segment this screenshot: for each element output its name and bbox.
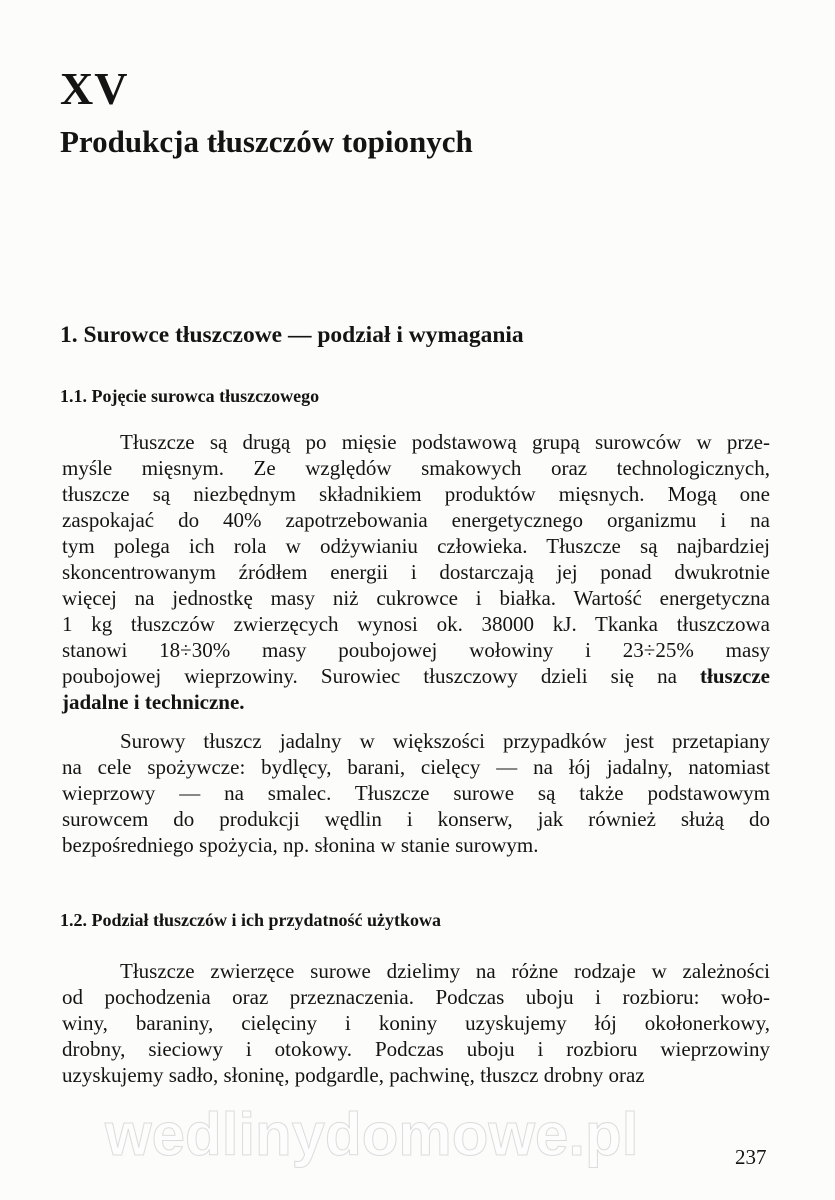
text-line: Surowy tłuszcz jadalny w większości przypadków jest przetapiany [120,729,770,753]
text-line: więcej na jednostkę masy niż cukrowce i białka. Wartość energetyczna [62,586,770,610]
text-line [62,689,770,715]
text-line: surowcem do produkcji wędlin i konserw, jak również służą do [62,807,770,831]
text-line: Tłuszcze są drugą po mięsie podstawową grupą surowców w prze- [120,430,770,454]
text-line: myśle mięsnym. Ze względów smakowych oraz technologicznych, [62,456,770,480]
chapter-number: XV [60,63,129,114]
bold-term: tłuszcze [700,664,770,688]
text-line: winy, baraniny, cielęciny i koniny uzyskujemy łój okołonerkowy, [62,1011,770,1035]
page-number: 237 [735,1145,767,1169]
text-line: tłuszcze są niezbędnym składnikiem produktów mięsnych. Mogą one [62,482,770,506]
text-line: drobny, sieciowy i otokowy. Podczas uboju i rozbioru wieprzowiny [62,1037,770,1061]
text-line: skoncentrowanym źródłem energii i dostarczają jej ponad dwukrotnie [62,560,770,584]
text-line: wieprzowy — na smalec. Tłuszcze surowe są także podstawowym [62,781,770,805]
text-line: od pochodzenia oraz przeznaczenia. Podczas uboju i rozbioru: woło- [62,985,770,1009]
text-line: stanowi 18÷30% masy poubojowej wołowiny i 23÷25% masy [62,638,770,662]
text-line: zaspokajać do 40% zapotrzebowania energetycznego organizmu i na [62,508,770,532]
text-line: uzyskujemy sadło, słoninę, podgardle, pachwinę, tłuszcz drobny oraz [62,1063,645,1087]
text-line: bezpośredniego spożycia, np. słonina w stanie surowym. [62,833,539,857]
text-line: 1 kg tłuszczów zwierzęcych wynosi ok. 38000 kJ. Tkanka tłuszczowa [62,612,770,636]
text-span: poubojowej wieprzowiny. Surowiec tłuszczowy dzieli się na [62,664,701,688]
section-heading: 1. Surowce tłuszczowe — podział i wymagania [60,322,524,348]
chapter-title: Produkcja tłuszczów topionych [60,124,473,159]
text-line: na cele spożywcze: bydlęcy, barani, cielęcy — na łój jadalny, natomiast [62,755,770,779]
text-line: Tłuszcze zwierzęce surowe dzielimy na różne rodzaje w zależności [120,959,770,983]
bold-term: jadalne i techniczne. [62,690,245,714]
subsection-heading-1-2: 1.2. Podział tłuszczów i ich przydatność użytkowa [60,910,441,930]
watermark: wedlinydomowe.pl [105,1101,639,1168]
text-line: tym polega ich rola w odżywianiu człowieka. Tłuszcze są najbardziej [62,534,770,558]
text-line [62,663,770,689]
subsection-heading-1-1: 1.1. Pojęcie surowca tłuszczowego [60,386,320,406]
